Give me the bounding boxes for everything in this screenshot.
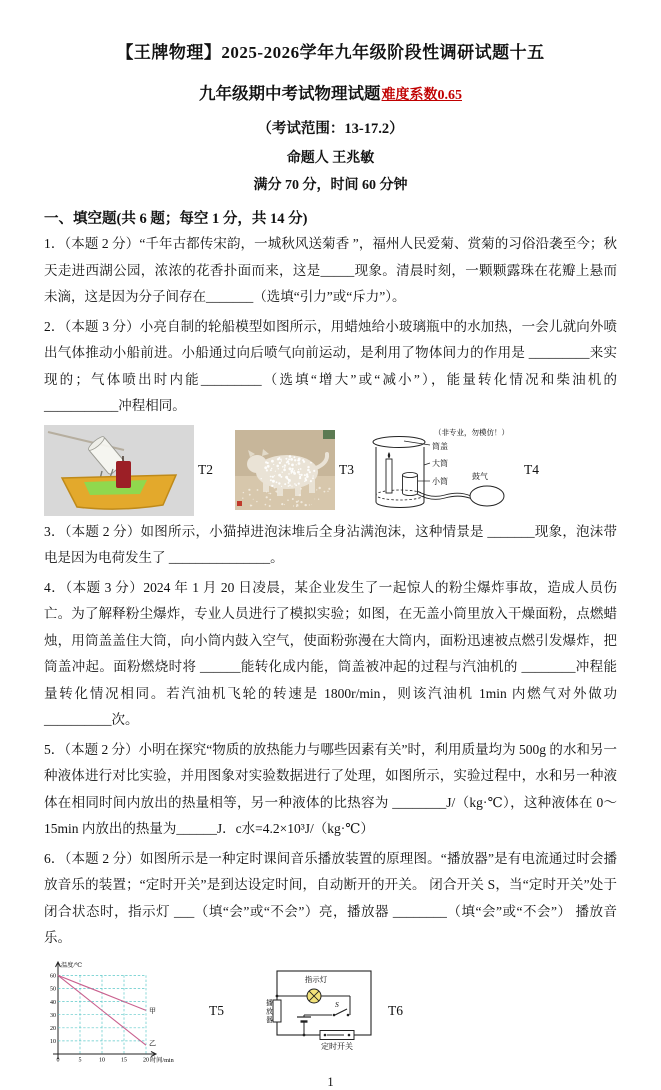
svg-text:30: 30 bbox=[50, 1012, 56, 1019]
question-1: 1．（本题 2 分）“千年古都传宋韵，一城秋风送菊香 ”，福州人民爱菊、赏菊的习俗沿袭至今；秋天走进西湖公园，浓浓的花香扑面而来，这是_____现象。清晨时刻，一颗颗露珠在花瓣上悬而未滴，这是因为分子间存在_______（选填“引力”或“斥力”）。 bbox=[44, 236, 617, 304]
figure-t5-cooling-chart bbox=[44, 958, 181, 1065]
t4-candle bbox=[386, 459, 392, 493]
author-line: 命题人 王兆敏 bbox=[286, 151, 375, 166]
indicator-lamp-label: 指示灯 bbox=[304, 974, 328, 984]
player-box bbox=[273, 1000, 281, 1022]
figure-label-t4: T4 bbox=[524, 462, 539, 477]
figure-t3-cat-photo bbox=[235, 430, 335, 510]
svg-text:10: 10 bbox=[99, 1057, 105, 1063]
big-cylinder-dashed-ellipse bbox=[376, 490, 424, 500]
svg-text:20: 20 bbox=[50, 1025, 56, 1032]
timer-switch-label: 定时开关 bbox=[321, 1041, 353, 1051]
figure-label-t3: T3 bbox=[339, 462, 354, 477]
exam-scope: （考试范围：13-17.2） bbox=[257, 121, 404, 137]
svg-text:乙: 乙 bbox=[149, 1039, 156, 1048]
figure-t4-dust-explosion-diagram bbox=[368, 425, 520, 515]
figure-label-t6: T6 bbox=[388, 1003, 403, 1018]
player-label: 播放器 bbox=[266, 999, 273, 1024]
big-leader bbox=[424, 463, 430, 465]
lid-label: 筒盖 bbox=[432, 442, 448, 451]
svg-text:60: 60 bbox=[50, 973, 56, 980]
big-cylinder-bottom bbox=[376, 502, 424, 508]
switch-contact-left bbox=[333, 1013, 336, 1016]
figure-t2-boat-photo bbox=[44, 425, 194, 516]
question-6: 6．（本题 2 分）如图所示是一种定时课间音乐播放装置的原理图。“播放器”是有电流通过时会播放音乐的装置；“定时开关”是到达设定时间，自动断开的开关。 闭合开关 S，当“定时开关”处于闭合状态时，指示灯 ___（填“会”或“不会”）亮，播放器 ________（填“会”或“不会”） 播放音乐。 bbox=[44, 850, 617, 945]
question-3: 3．（本题 2 分）如图所示，小猫掉进泡沫堆后全身沾满泡沫，这种情景是 _______现象，泡沫带电是因为电荷发生了 _______________。 bbox=[44, 523, 617, 565]
figure-t6-circuit-diagram bbox=[264, 969, 384, 1054]
svg-text:时间/min: 时间/min bbox=[150, 1056, 174, 1064]
small-cylinder-label: 小筒 bbox=[432, 477, 448, 486]
timer-contact-left bbox=[324, 1033, 327, 1036]
t4-warning-text: （非专业，勿模仿！） bbox=[434, 428, 509, 437]
svg-text:15: 15 bbox=[121, 1057, 127, 1063]
boat-inner-green bbox=[84, 480, 147, 495]
svg-text:10: 10 bbox=[50, 1038, 56, 1045]
figure-row-2 bbox=[44, 958, 617, 1065]
junction-dot-bottom bbox=[303, 1033, 306, 1036]
big-cylinder-label: 大筒 bbox=[432, 459, 448, 468]
candle bbox=[116, 461, 131, 488]
svg-text:40: 40 bbox=[50, 999, 56, 1006]
question-4: 4．（本题 3 分）2024 年 1 月 20 日凌晨，某企业发生了一起惊人的粉尘爆炸事故，造成人员伤亡。为了解释粉尘爆炸，专业人员进行了模拟实验；如图，在无盖小筒里放入干燥面粉，点燃蜡烛，用筒盖盖住大筒，向小筒内鼓入空气，使面粉弥漫在大筒内，面粉迅速被点燃引发爆炸，把筒盖冲起。面粉燃烧时将 ______能转化成内能，筒盖被冲起的过程与汽油机的 ________冲程能量转化情况相同。若汽油机飞轮的转速是 1800r/min，则该汽油机 1min 内燃气对外做功 __________次。 bbox=[44, 579, 617, 727]
svg-text:0: 0 bbox=[56, 1057, 60, 1063]
photo-watermark bbox=[237, 501, 242, 506]
doc-title: 【王牌物理】2025-2026学年九年级阶段性调研试题十五 bbox=[116, 43, 545, 62]
t4-candle-flame bbox=[388, 452, 391, 459]
small-cylinder-top bbox=[403, 472, 418, 477]
svg-text:甲: 甲 bbox=[149, 1006, 156, 1015]
svg-text:温度/℃: 温度/℃ bbox=[61, 961, 83, 969]
doc-subtitle-text: 九年级期中考试物理试题 bbox=[199, 84, 381, 103]
switch-label: S bbox=[335, 999, 339, 1009]
figure-row-1 bbox=[44, 425, 617, 516]
air-tube-top bbox=[417, 491, 471, 496]
svg-text:50: 50 bbox=[50, 986, 56, 993]
figure-label-t5: T5 bbox=[209, 1003, 224, 1018]
doc-subtitle bbox=[44, 80, 617, 104]
switch-blade bbox=[335, 1009, 347, 1015]
photo-corner bbox=[323, 430, 335, 439]
question-5: 5．（本题 2 分）小明在探究“物质的放热能力与哪些因素有关”时，利用质量均为 500g 的水和另一种液体进行对比实验，并用图象对实验数据进行了处理，如图所示，实验过程中，水和另一种液体在相同时间内放出的热量相等，另一种液体的比热容为 ________J/（kg·℃），这种液体在 0～15min 内放出的热量为______J．c水=4.2×10³J/（kg·℃） bbox=[44, 741, 617, 836]
pump-label: 鼓气 bbox=[472, 472, 488, 481]
section-heading-fill-in: 一、填空题(共 6 题；每空 1 分，共 14 分) bbox=[44, 211, 308, 227]
small-cylinder-bottom bbox=[403, 493, 418, 496]
timer-contact-right bbox=[348, 1033, 351, 1036]
figure-label-t2: T2 bbox=[198, 462, 213, 477]
question-2: 2．（本题 3 分）小亮自制的轮船模型如图所示，用蜡烛给小玻璃瓶中的水加热，一会儿就向外喷出气体推动小船前进。小船通过向后喷气向前运动，是利用了物体间力的作用是 _________来实现的；气体喷出时内能_________（选填“增大”或“减小”），能量转化情况和柴油机的 ___________冲程相同。 bbox=[44, 318, 617, 413]
cylinder-lid bbox=[373, 437, 425, 448]
score-time-line: 满分 70 分，时间 60 分钟 bbox=[253, 178, 408, 193]
chart-dynamic-layer bbox=[50, 961, 174, 1064]
air-bulb bbox=[470, 486, 504, 506]
page-number: 1 bbox=[327, 1074, 334, 1089]
svg-text:5: 5 bbox=[78, 1057, 82, 1063]
svg-text:20: 20 bbox=[143, 1057, 149, 1063]
switch-contact-right bbox=[347, 1013, 350, 1016]
difficulty-badge: 难度系数0.65 bbox=[381, 88, 462, 103]
junction-dot-left bbox=[276, 994, 279, 997]
